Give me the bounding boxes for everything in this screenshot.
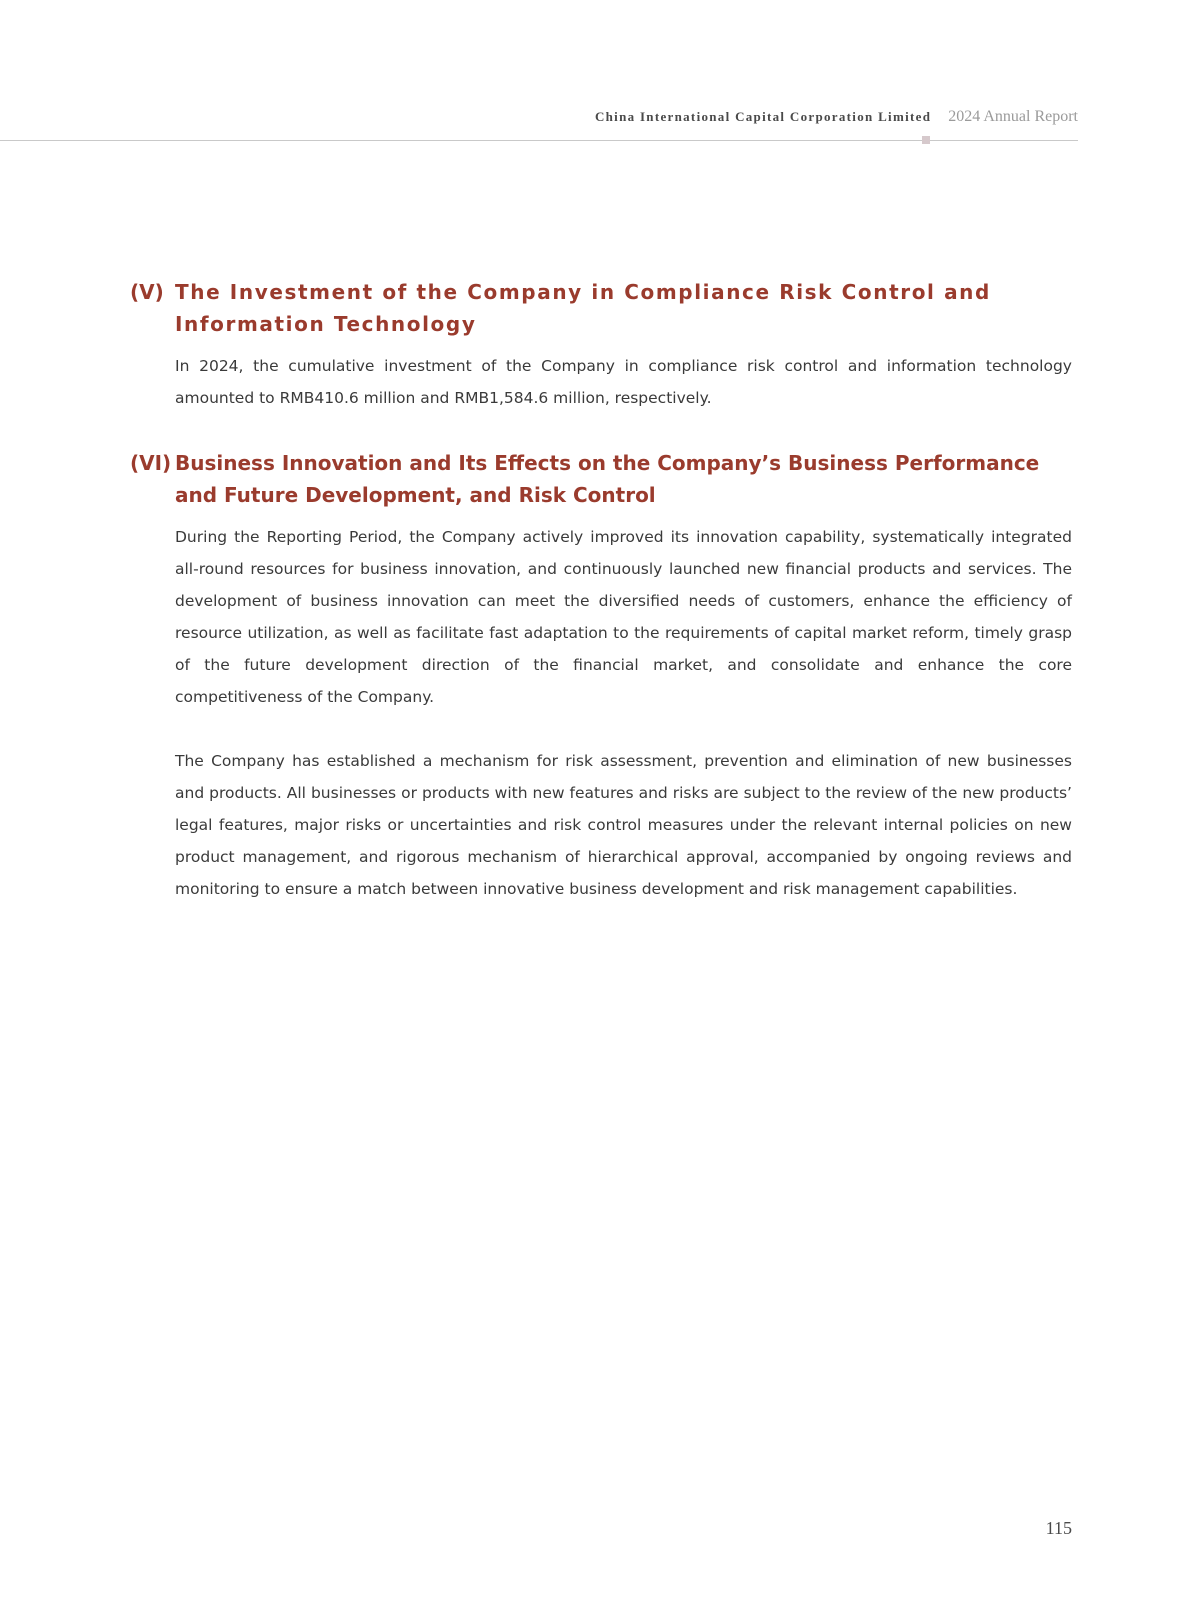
section-body <box>175 350 1072 414</box>
header-marker <box>922 136 930 144</box>
section-v <box>130 276 1072 414</box>
section-body <box>175 521 1072 905</box>
header-divider <box>0 140 1078 141</box>
paragraph: During the Reporting Period, the Company actively improved its innovation capability, systematically integrated all-round resources for business innovation, and continuously launched new financial products and services. The development of business innovation can meet the diversified needs of customers, enhance the efficiency of resource utilization, as well as facilitate fast adaptation to the requirements of capital market reform, timely grasp of the future development direction of the financial market, and consolidate and enhance the core competitiveness of the Company. <box>175 528 1072 706</box>
section-title: Business Innovation and Its Effects on the Company’s Business Performance and Future Development, and Risk Control <box>175 451 1040 507</box>
running-header <box>595 108 1078 134</box>
paragraph: The Company has established a mechanism for risk assessment, prevention and elimination of new businesses and products. All businesses or products with new features and risks are subject to the review of the new products’ legal features, major risks or uncertainties and risk control measures under the relevant internal policies on new product management, and rigorous mechanism of hierarchical approval, accompanied by ongoing reviews and monitoring to ensure a match between innovative business development and risk management capabilities. <box>175 752 1072 898</box>
section-heading <box>130 276 1072 340</box>
page-number: 115 <box>1045 1518 1072 1538</box>
section-number: (VI) <box>130 451 172 475</box>
section-title: The Investment of the Company in Compliance Risk Control and Information Technology <box>175 280 991 336</box>
paragraph: In 2024, the cumulative investment of the Company in compliance risk control and information technology amounted to RMB410.6 million and RMB1,584.6 million, respectively. <box>175 357 1072 407</box>
section-heading <box>130 447 1072 511</box>
header-company-name: China International Capital Corporation Limited <box>594 109 932 124</box>
header-report-title: 2024 Annual Report <box>948 108 1078 125</box>
section-number: (V) <box>130 280 164 304</box>
section-vi <box>130 447 1072 905</box>
